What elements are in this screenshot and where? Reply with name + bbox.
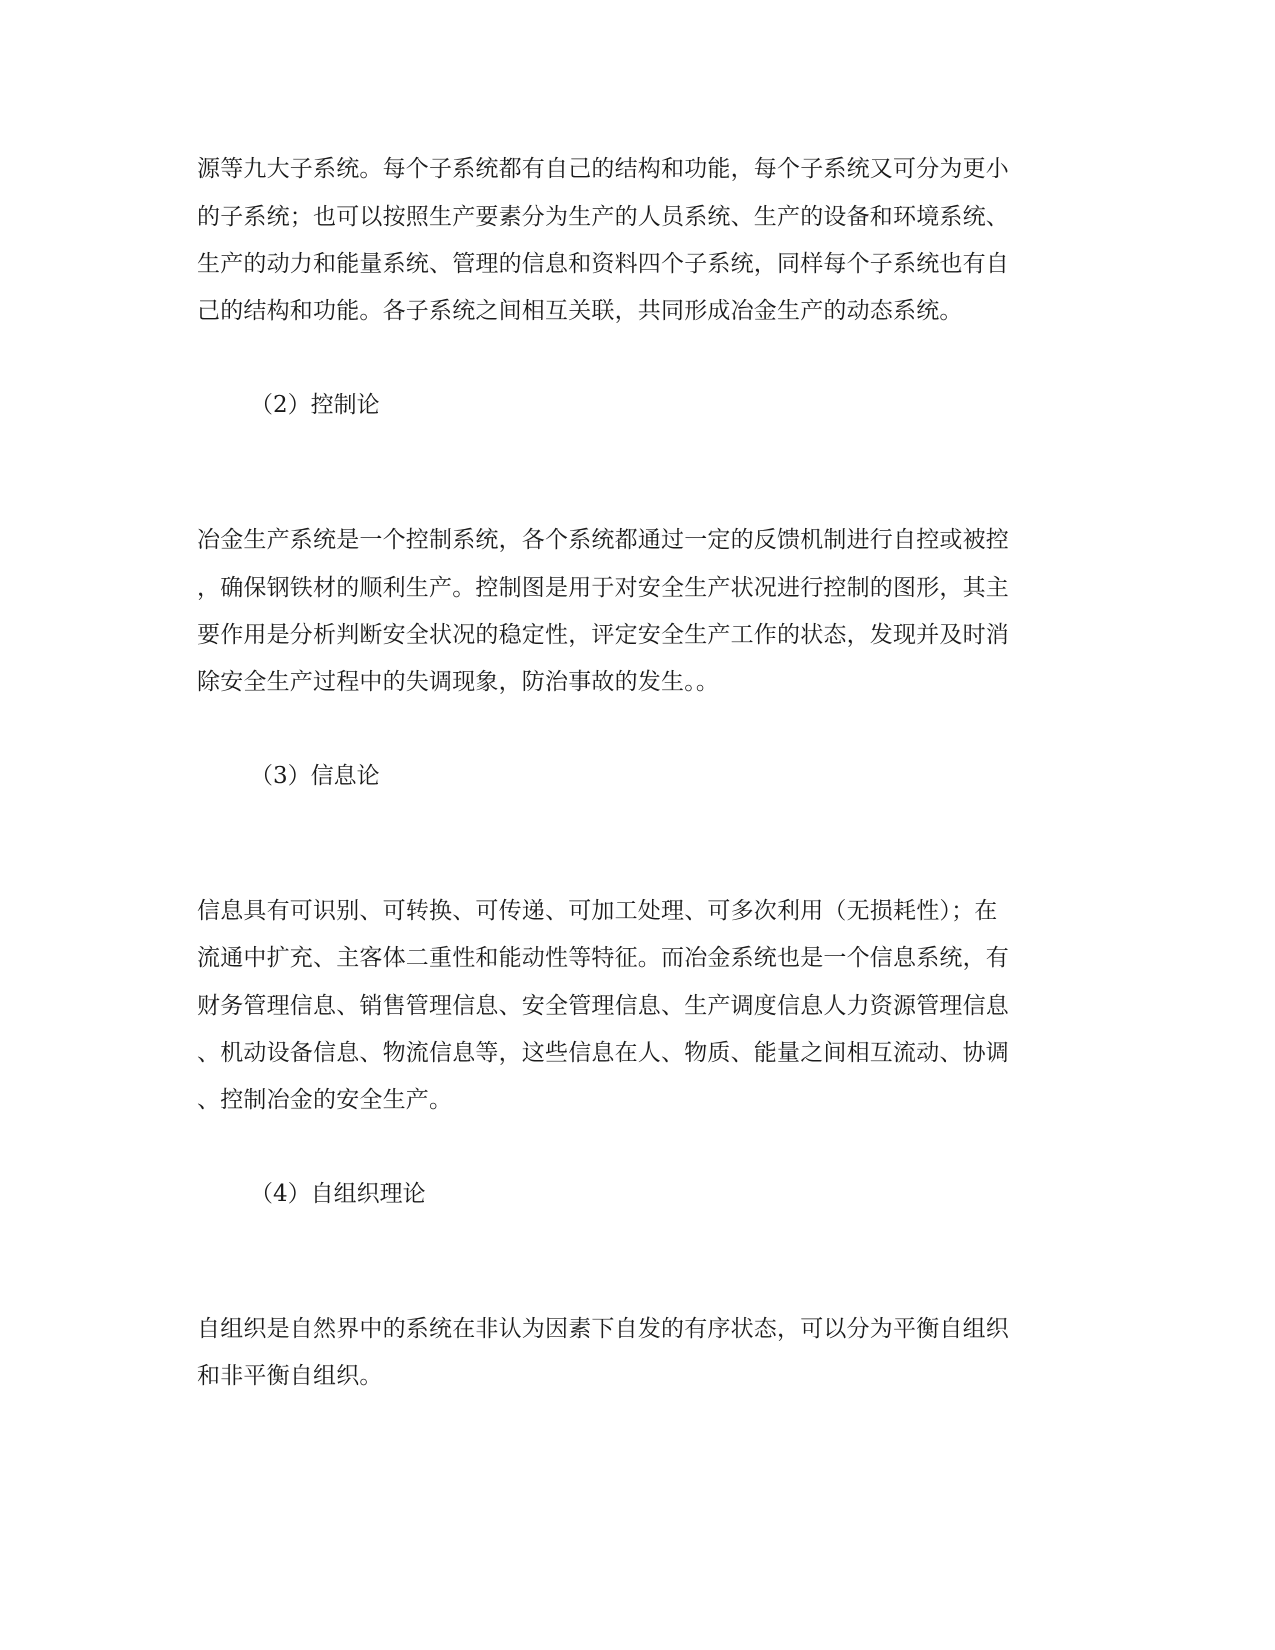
section-heading-information-theory: （3）信息论 <box>250 763 380 789</box>
paragraph-1-line-3: 生产的动力和能量系统、管理的信息和资料四个子系统，同样每个子系统也有自 <box>197 251 1009 277</box>
section-heading-self-organization-theory: （4）自组织理论 <box>250 1181 426 1207</box>
paragraph-3-line-1: 信息具有可识别、可转换、可传递、可加工处理、可多次利用（无损耗性）；在 <box>197 898 998 924</box>
paragraph-3-line-2: 流通中扩充、主客体二重性和能动性等特征。而冶金系统也是一个信息系统，有 <box>197 945 1009 971</box>
paragraph-2-line-1: 冶金生产系统是一个控制系统，各个系统都通过一定的反馈机制进行自控或被控 <box>197 527 1009 553</box>
paragraph-3-line-4: 、机动设备信息、物流信息等，这些信息在人、物质、能量之间相互流动、协调 <box>197 1040 1009 1066</box>
paragraph-1-line-2: 的子系统；也可以按照生产要素分为生产的人员系统、生产的设备和环境系统、 <box>197 204 1009 230</box>
paragraph-2-line-2: ，确保钢铁材的顺利生产。控制图是用于对安全生产状况进行控制的图形，其主 <box>197 575 1009 601</box>
paragraph-4-line-2: 和非平衡自组织。 <box>197 1363 383 1389</box>
paragraph-4-line-1: 自组织是自然界中的系统在非认为因素下自发的有序状态，可以分为平衡自组织 <box>197 1316 1009 1342</box>
paragraph-1-line-4: 己的结构和功能。各子系统之间相互关联，共同形成冶金生产的动态系统。 <box>197 298 963 324</box>
paragraph-2-line-3: 要作用是分析判断安全状况的稳定性，评定安全生产工作的状态，发现并及时消 <box>197 622 1009 648</box>
paragraph-3-line-3: 财务管理信息、销售管理信息、安全管理信息、生产调度信息人力资源管理信息 <box>197 993 1009 1019</box>
paragraph-2-line-4: 除安全生产过程中的失调现象，防治事故的发生。。 <box>197 669 720 695</box>
section-heading-control-theory: （2）控制论 <box>250 392 380 418</box>
paragraph-1-line-1: 源等九大子系统。每个子系统都有自己的结构和功能，每个子系统又可分为更小 <box>197 156 1009 182</box>
paragraph-3-line-5: 、控制冶金的安全生产。 <box>197 1087 453 1113</box>
